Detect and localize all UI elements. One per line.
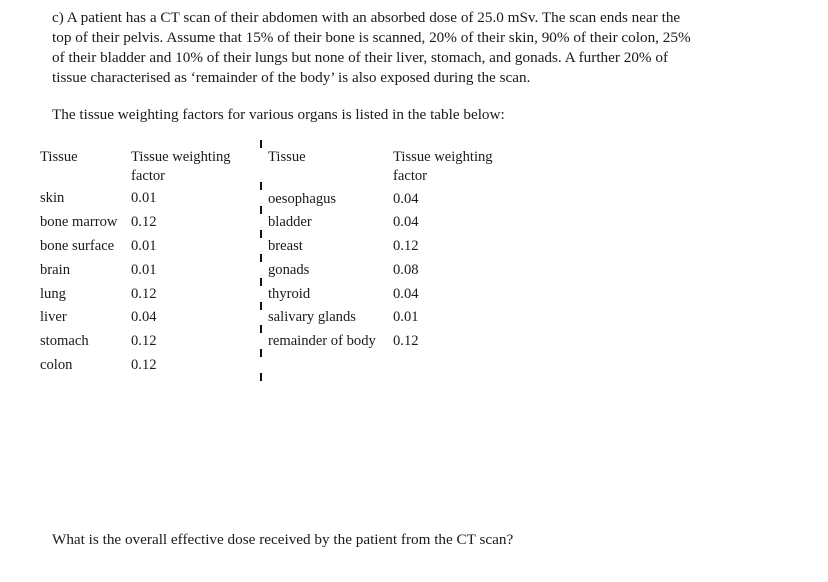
- left-tissue-cell: bone marrow: [40, 214, 118, 230]
- header-right-factor-line2: factor: [393, 168, 428, 184]
- header-right-factor-line1: Tissue weighting: [393, 149, 493, 165]
- right-factor-cell: 0.04: [393, 191, 419, 207]
- header-left-factor-line1: Tissue weighting: [131, 149, 231, 165]
- question-text: [52, 8, 772, 88]
- left-factor-cell: 0.01: [131, 190, 157, 206]
- right-tissue-cell: breast: [268, 238, 303, 254]
- question-line-4: tissue characterised as ‘remainder of the body’ is also exposed during the scan.: [52, 69, 531, 86]
- column-separator-mark: [260, 373, 262, 381]
- left-factor-cell: 0.12: [131, 286, 157, 302]
- header-left-factor-line2: factor: [131, 168, 166, 184]
- left-tissue-cell: colon: [40, 357, 73, 373]
- left-tissue-cell: stomach: [40, 333, 89, 349]
- table-intro: The tissue weighting factors for various organs is listed in the table below:: [52, 106, 505, 123]
- right-factor-cell: 0.04: [393, 286, 419, 302]
- right-factor-cell: 0.12: [393, 238, 419, 254]
- right-tissue-cell: bladder: [268, 214, 312, 230]
- final-question: What is the overall effective dose received by the patient from the CT scan?: [52, 531, 514, 548]
- left-tissue-cell: skin: [40, 190, 65, 206]
- right-factor-cell: 0.01: [393, 309, 419, 325]
- column-separator-mark: [260, 230, 262, 238]
- column-separator-mark: [260, 206, 262, 214]
- right-factor-cell: 0.04: [393, 214, 419, 230]
- right-tissue-cell: salivary glands: [268, 309, 356, 325]
- column-separator-mark: [260, 182, 262, 190]
- left-factor-cell: 0.12: [131, 333, 157, 349]
- column-separator-mark: [260, 349, 262, 357]
- right-factor-cell: 0.08: [393, 262, 419, 278]
- right-factor-cell: 0.12: [393, 333, 419, 349]
- column-separator-mark: [260, 140, 262, 148]
- question-line-2: top of their pelvis. Assume that 15% of their bone is scanned, 20% of their skin, 90% of their colon, 25%: [52, 29, 691, 46]
- left-tissue-cell: brain: [40, 262, 70, 278]
- column-separator-mark: [260, 325, 262, 333]
- header-right-tissue: Tissue: [268, 149, 306, 165]
- right-tissue-cell: oesophagus: [268, 191, 337, 207]
- question-line-3: of their bladder and 10% of their lungs but none of their liver, stomach, and gonads. A further 20% of: [52, 49, 669, 66]
- left-factor-cell: 0.12: [131, 357, 157, 373]
- left-factor-cell: 0.12: [131, 214, 157, 230]
- left-tissue-cell: lung: [40, 286, 66, 302]
- left-factor-cell: 0.01: [131, 262, 157, 278]
- column-separator-mark: [260, 254, 262, 262]
- column-separator-mark: [260, 302, 262, 310]
- column-separator-mark: [260, 278, 262, 286]
- left-tissue-cell: bone surface: [40, 238, 115, 254]
- left-factor-cell: 0.01: [131, 238, 157, 254]
- question-line-1: c) A patient has a CT scan of their abdomen with an absorbed dose of 25.0 mSv. The scan ends near the: [52, 9, 681, 26]
- right-tissue-cell: thyroid: [268, 286, 311, 302]
- right-tissue-cell: gonads: [268, 262, 310, 278]
- header-left-tissue: Tissue: [40, 149, 78, 165]
- left-tissue-cell: liver: [40, 309, 67, 325]
- left-factor-cell: 0.04: [131, 309, 157, 325]
- right-tissue-cell: remainder of body: [268, 333, 376, 349]
